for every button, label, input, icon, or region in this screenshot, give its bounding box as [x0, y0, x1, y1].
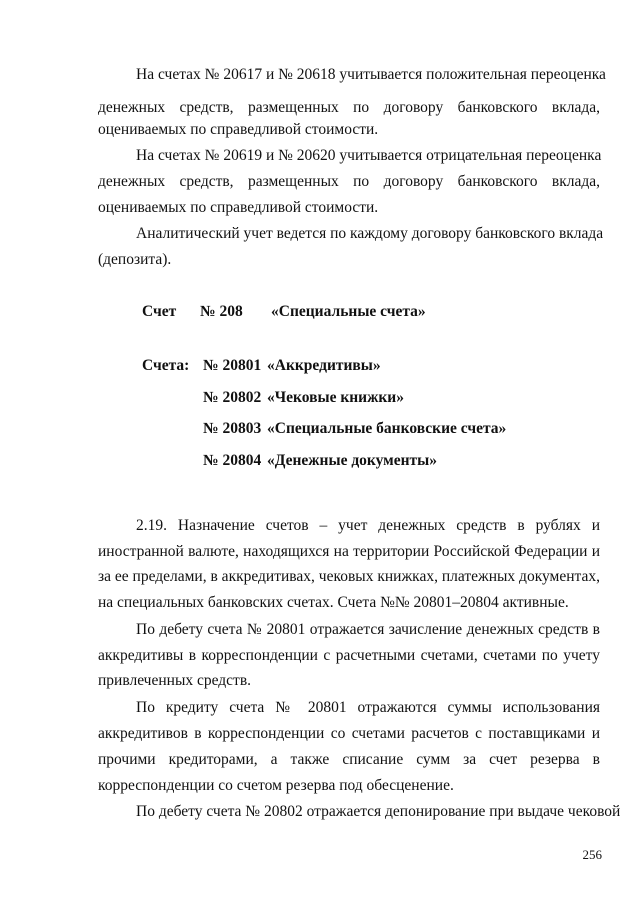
paragraph-line: По дебету счета № 20801 отражается зачисление денежных средств в — [136, 621, 600, 638]
subaccount-name: «Денежные документы» — [267, 452, 438, 469]
paragraph-line: оцениваемых по справедливой стоимости. — [98, 199, 379, 216]
section-line: 2.19. Назначение счетов – учет денежных средств в рублях и — [136, 517, 600, 534]
paragraph-line: По кредиту счета № 20801 отражаются суммы использования — [136, 699, 600, 716]
section-line: на специальных банковских счетах. Счета №№ 20801–20804 активные. — [98, 594, 569, 611]
subaccounts-label: Счета: — [142, 357, 190, 374]
subaccount-name: «Специальные банковские счета» — [267, 420, 507, 437]
paragraph-line: корреспонденции со счетом резерва под обесценение. — [98, 777, 454, 794]
account-name: «Специальные счета» — [271, 303, 426, 320]
paragraph-line: аккредитивы в корреспонденции с расчетными счетами, счетами по учету — [98, 647, 600, 664]
subaccount-name: «Чековые книжки» — [267, 389, 404, 406]
paragraph-line: На счетах № 20619 и № 20620 учитывается отрицательная переоценка — [136, 147, 602, 164]
paragraph-line: (депозита). — [98, 251, 172, 268]
paragraph-line: аккредитивов в корреспонденции со счетами расчетов с поставщиками и — [98, 725, 600, 742]
paragraph-line: По дебету счета № 20802 отражается депонирование при выдаче чековой — [136, 803, 621, 820]
subaccount-number: № 20803 — [203, 420, 262, 437]
subaccount-name: «Аккредитивы» — [267, 357, 381, 374]
subaccount-number: № 20804 — [203, 452, 262, 469]
paragraph-line: Аналитический учет ведется по каждому договору банковского вклада — [136, 225, 604, 242]
paragraph-line: привлеченных средств. — [98, 672, 252, 689]
paragraph-line: денежных средств, размещенных по договору банковского вклада, — [98, 99, 600, 116]
page-number: 256 — [582, 847, 602, 862]
section-line: иностранной валюте, находящихся на территории Российской Федерации и — [98, 543, 600, 560]
paragraph-line: денежных средств, размещенных по договору банковского вклада, — [98, 173, 600, 190]
account-number: № 208 — [200, 303, 243, 320]
section-line: за ее пределами, в аккредитивах, чековых книжках, платежных документах, — [98, 568, 600, 585]
subaccount-number: № 20801 — [203, 357, 262, 374]
paragraph-line: На счетах № 20617 и № 20618 учитывается положительная переоценка — [136, 66, 606, 83]
account-label: Счет — [142, 303, 177, 320]
paragraph-line: оцениваемых по справедливой стоимости. — [98, 121, 379, 138]
paragraph-line: прочими кредиторами, а также списание сумм за счет резерва в — [98, 751, 600, 768]
subaccount-number: № 20802 — [203, 389, 262, 406]
